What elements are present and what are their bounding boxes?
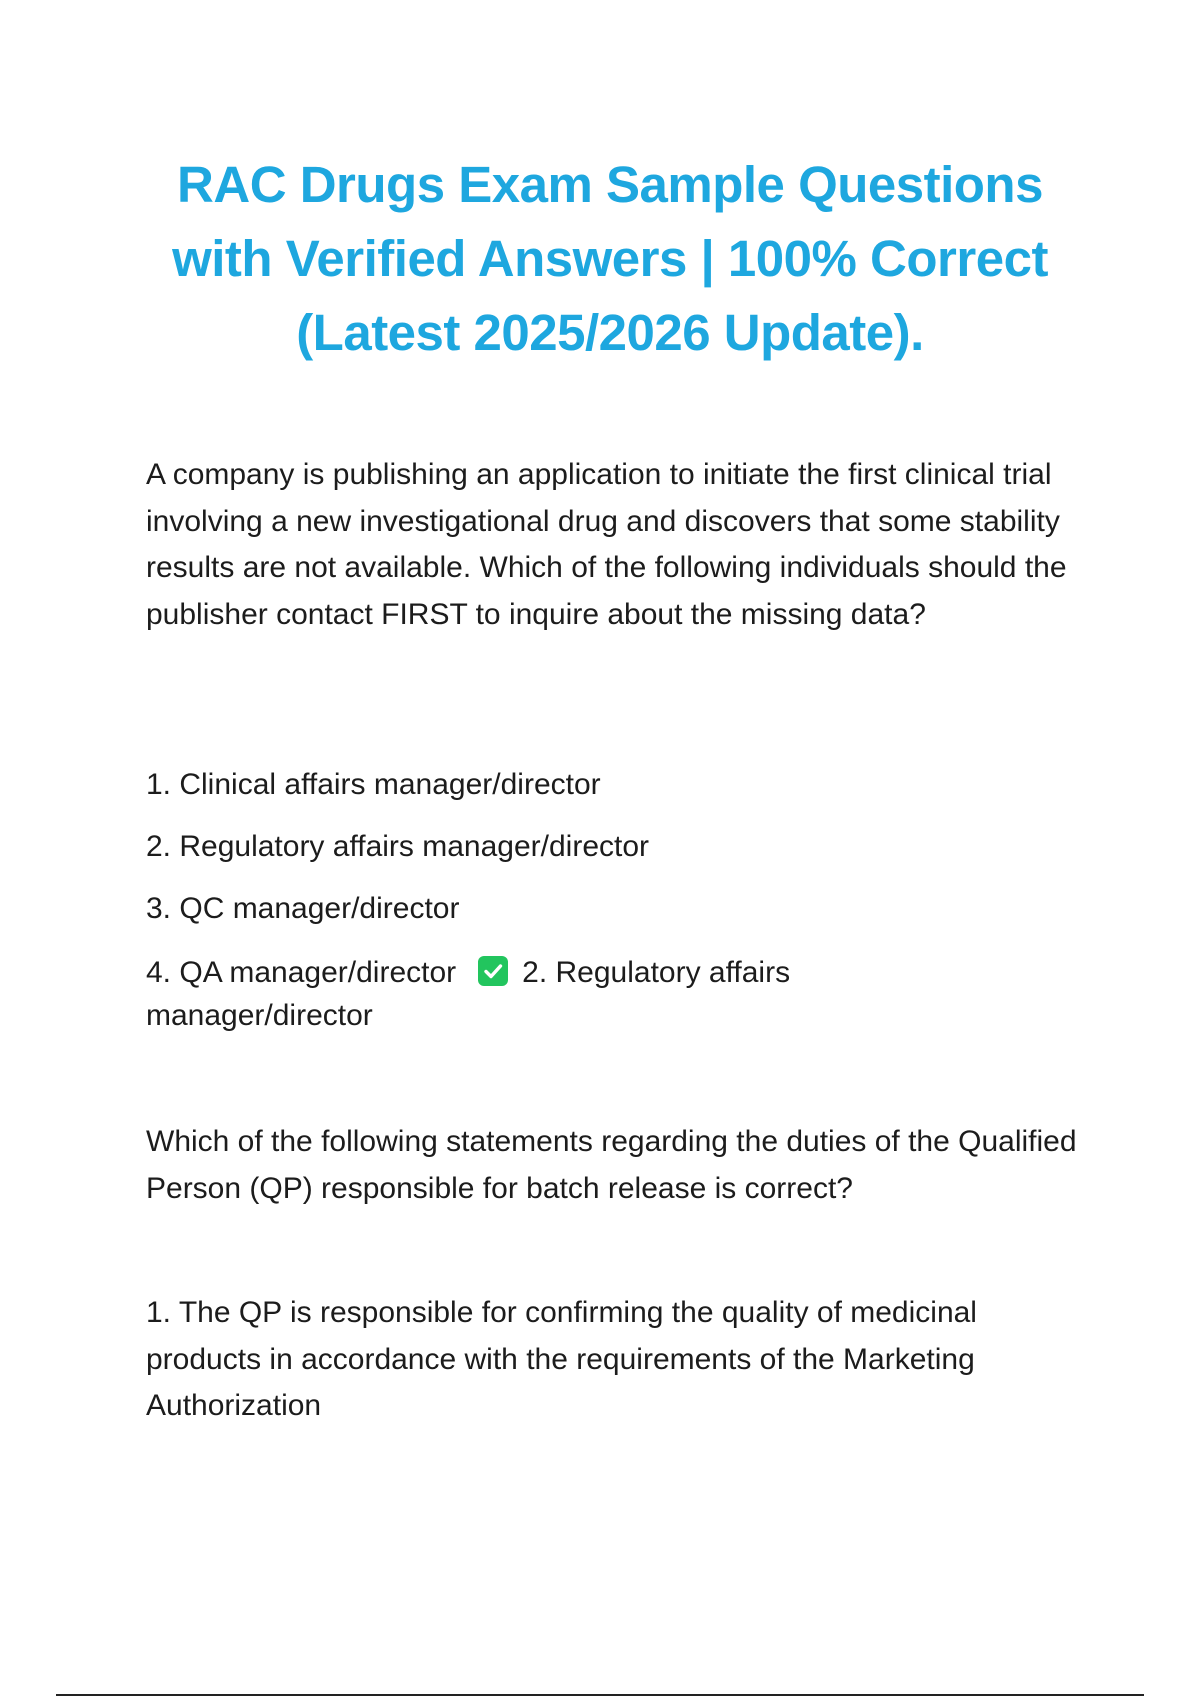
question-1-option-4-with-answer bbox=[146, 950, 1096, 1039]
question-1-option-2: 2. Regulatory affairs manager/director bbox=[146, 830, 650, 863]
document-title bbox=[140, 148, 1080, 370]
question-2-option-1: 1. The QP is responsible for confirming the quality of medicinal products in accordance with the requirements of the Marketing Authorization bbox=[146, 1296, 977, 1422]
title-line-1: RAC Drugs Exam Sample Questions bbox=[177, 156, 1043, 213]
question-1-option-1: 1. Clinical affairs manager/director bbox=[146, 768, 601, 801]
question-1-option-4: 4. QA manager/director bbox=[146, 956, 457, 989]
title-line-3: (Latest 2025/2026 Update). bbox=[296, 304, 924, 361]
correct-answer-part-2: manager/director bbox=[146, 998, 373, 1032]
title-line-2: with Verified Answers | 100% Correct bbox=[172, 230, 1048, 287]
correct-answer-part-1: 2. Regulatory affairs bbox=[522, 956, 791, 989]
question-1-text: A company is publishing an application to initiate the first clinical trial involving a new investigational drug and discovers that some stability results are not available. Which of the following individuals should the publisher contact FIRST to inquire about the missing data? bbox=[146, 458, 1067, 631]
question-1-option-3: 3. QC manager/director bbox=[146, 892, 460, 925]
footer-divider bbox=[56, 1694, 1144, 1696]
question-2-text: Which of the following statements regarding the duties of the Qualified Person (QP) responsible for batch release is correct? bbox=[146, 1125, 1077, 1205]
check-mark-icon bbox=[478, 956, 508, 986]
